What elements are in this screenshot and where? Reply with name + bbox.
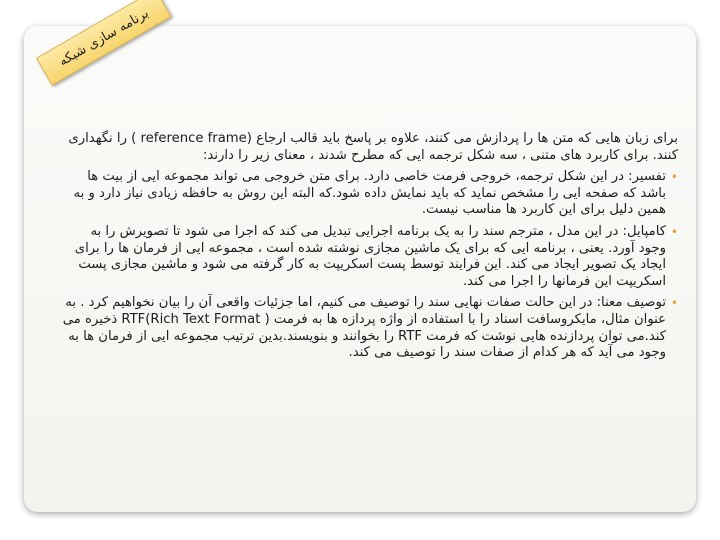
intro-paragraph: برای زبان هایی که متن ها را پردازش می کنند، علاوه بر پاسخ باید قالب ارجاع (reference frame ) را نگهداری کنند. برای کاربرد های متنی ، سه شکل ترجمه ایی که مطرح شدند ، معنای زیر را دارند: <box>68 131 678 163</box>
bullet-item-semantics <box>62 295 678 361</box>
content-body <box>62 131 678 367</box>
bullet-icon: • <box>670 170 678 185</box>
slide-title: برنامه سازی شبکه <box>56 5 152 70</box>
bullet-item-translation <box>62 169 678 219</box>
bullet-item-compile <box>62 224 678 290</box>
bullet-icon: • <box>670 296 678 311</box>
bullet-text: کامپایل: در این مدل ، مترجم سند را به یک برنامه اجرایی تبدیل می کند که اجرا می شود تا تصویرش را به وجود آورد. یعنی ، برنامه ایی که برای یک ماشین مجازی نوشته شده است ، مجموعه ایی از فرمان ها را برای ایجاد یک تصویر ایجاد می کند. این فرایند توسط پست اسکریپت به کار گرفته می شود و ماشین مجازی پست اسکریپت این فرمانها را اجرا می کند. <box>74 223 666 289</box>
bullet-text: توصیف معنا: در این حالت صفات نهایی سند را توصیف می کنیم، اما جزئیات واقعی آن را بیان نخواهیم کرد . به عنوان مثال، مایکروسافت اسناد را با استفاده از واژه پردازه ها به فرمت ( RTF(Rich Text Format ذخیره می کند.می توان پردازنده هایی نوشت که فرمت RTF را بخوانند و بنویسند.بدین ترتیب مجموعه ایی از فرمان ها به وجود می آید که هر کدام از صفات سند را توصیف می کند. <box>62 295 666 361</box>
bullet-list <box>62 169 678 362</box>
bullet-icon: • <box>670 224 678 239</box>
bullet-text: تفسیر: در این شکل ترجمه، خروجی فرمت خاصی دارد. برای متن خروجی می تواند مجموعه ایی از بیت ها باشد که صفحه ایی را مشخص نماید که باید نمایش داده شود.که البته این روش به حافظه زیادی نیاز دارد و به همین دلیل برای این کاربرد ها مناسب نیست. <box>73 169 666 218</box>
